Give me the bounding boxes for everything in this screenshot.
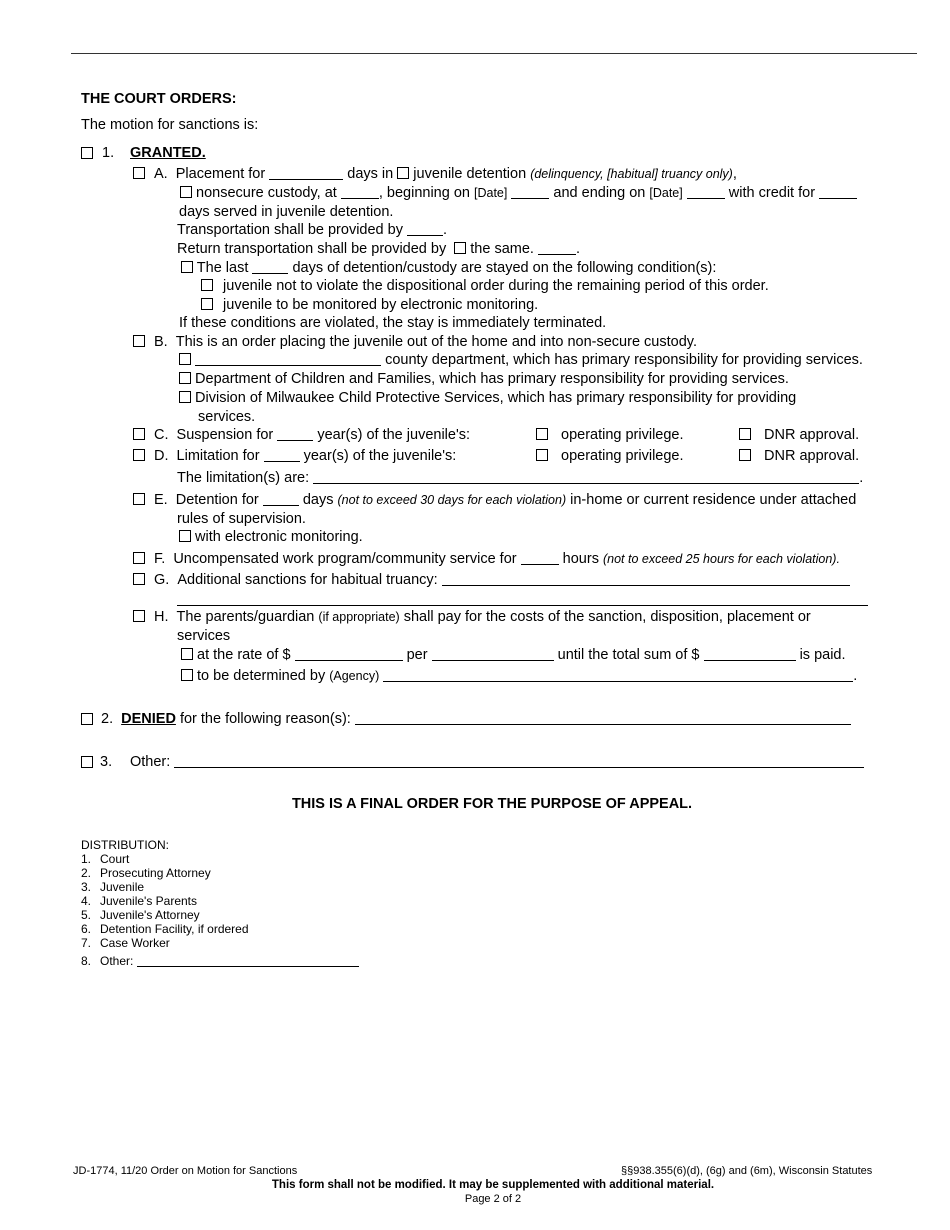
limitation-years-label: year(s) of the juvenile's: [303,448,457,464]
suspension-label: Suspension for [176,427,274,443]
option-f-letter: F. [154,551,166,567]
work-program-label: Uncompensated work program/community service for [173,551,517,567]
other-blank[interactable] [174,754,864,768]
determined-by-label: to be determined by [197,668,326,684]
distribution-item-label: Juvenile's Attorney [100,908,200,922]
rate-period-blank[interactable] [432,647,554,661]
work-hours-label: hours [562,551,599,567]
dcf-line [179,371,789,388]
violated-text: If these conditions are violated, the stay is immediately terminated. [179,315,607,331]
distribution-item [81,954,359,968]
h-services-text: services [177,628,231,644]
dcf-label: Department of Children and Families, which has primary responsibility for providing services. [195,371,789,387]
distribution-item [81,908,200,922]
distribution-item-number: 7. [81,936,92,950]
condition2-line [201,297,538,314]
option-f-checkbox[interactable] [133,552,145,564]
distribution-item-number: 1. [81,852,92,866]
distribution-item-label: Juvenile's Parents [100,894,198,908]
county-label: county department, which has primary responsibility for providing services. [385,352,863,368]
county-checkbox[interactable] [179,353,191,365]
beginning-on-label: , beginning on [378,185,470,201]
juvenile-detention-label: juvenile detention [413,166,527,182]
truancy-blank[interactable] [442,572,850,586]
per-label: per [406,647,428,663]
placement-for-label: Placement for [175,166,266,182]
return-transportation-line: Return transportation shall be provided by the same. . [177,241,581,257]
days-in-label: days in [347,166,394,182]
stayed-line [181,260,716,277]
limitation-operating-label: operating privilege. [561,448,684,464]
option-e-letter: E. [154,492,168,508]
is-paid-label: is paid. [799,647,846,663]
electronic-line [179,529,363,546]
county-blank[interactable] [195,352,381,366]
limitation-dnr-label: DNR approval. [764,448,860,464]
milwaukee-line [179,390,796,407]
option-g-checkbox[interactable] [133,573,145,585]
option-c-line [154,427,470,444]
work-hours-blank[interactable] [521,551,559,565]
the-same-label: the same. [470,241,534,257]
electronic-label: with electronic monitoring. [195,529,363,545]
modification-notice: This form shall not be modified. It may be supplemented with additional material. [271,1179,715,1191]
option-g-letter: G. [154,572,170,588]
denied-reasons-blank[interactable] [355,711,851,725]
detention-days-blank[interactable] [263,492,299,506]
suspension-years-label: year(s) of the juvenile's: [317,427,470,443]
rules-text: rules of supervision. [177,511,306,527]
condition1-label: juvenile not to violate the dispositional order during the remaining period of this order. [223,278,769,294]
distribution-item-number: 8. [81,954,92,968]
granted-checkbox[interactable] [81,147,93,159]
option-c-checkbox[interactable] [133,428,145,440]
distribution-item-label: Court [100,852,130,866]
detention-note: (not to exceed 30 days for each violation) [337,493,567,507]
option-h-checkbox[interactable] [133,610,145,622]
option-g-line [154,572,850,589]
distribution-item-number: 5. [81,908,92,922]
option-a-checkbox[interactable] [133,167,145,179]
option-e-checkbox[interactable] [133,493,145,505]
distribution-other-blank[interactable] [137,955,359,967]
juvenile-detention-checkbox[interactable] [397,167,409,179]
transportation-label: Transportation shall be provided by [177,222,403,238]
distribution-item [81,922,249,936]
distribution-item-number: 2. [81,866,92,880]
distribution-title: DISTRIBUTION: [81,838,170,852]
condition2-label: juvenile to be monitored by electronic monitoring. [223,297,539,313]
page-number: Page 2 of 2 [464,1193,522,1205]
option-b-text: This is an order placing the juvenile out of the home and into non-secure custody. [175,334,697,350]
option-c-letter: C. [154,427,169,443]
option-b-checkbox[interactable] [133,335,145,347]
days-served-text: days served in juvenile detention. [179,204,394,220]
distribution-item-label: Case Worker [100,936,170,950]
placement-days-blank[interactable] [269,166,343,180]
suspension-dnr-checkbox[interactable] [739,428,751,440]
begin-date-blank[interactable] [511,185,549,199]
the-same-checkbox[interactable] [454,242,466,254]
distribution-item [81,894,197,908]
option-d-line [154,448,456,465]
condition1-checkbox[interactable] [201,279,213,291]
return-transportation-blank[interactable] [538,241,576,255]
dcf-checkbox[interactable] [179,372,191,384]
form-id: JD-1774, 11/20 Order on Motion for Sanctions [73,1165,298,1177]
option-d-checkbox[interactable] [133,449,145,461]
milwaukee-services: services. [198,409,256,425]
truancy-label: Additional sanctions for habitual truancy: [177,572,438,588]
stayed-checkbox[interactable] [181,261,193,273]
end-date-label: [Date] [649,186,683,200]
return-transportation-label: Return transportation shall be provided by [177,241,447,257]
milwaukee-checkbox[interactable] [179,391,191,403]
limitation-dnr-checkbox[interactable] [739,449,751,461]
distribution-item [81,852,129,866]
distribution-item [81,880,144,894]
nonsecure-line [180,185,857,202]
suspension-dnr-label: DNR approval. [764,427,860,443]
item3-number: 3. [100,754,113,770]
rate-amount-blank[interactable] [295,647,403,661]
days-stayed-label: days of detention/custody are stayed on the following condition(s): [292,260,717,276]
limitations-blank[interactable] [313,470,859,484]
limitation-operating-checkbox[interactable] [536,449,548,461]
credit-days-blank[interactable] [819,185,857,199]
distribution-item-label: Detention Facility, if ordered [100,922,249,936]
detention-label: Detention for [175,492,259,508]
nonsecure-location-blank[interactable] [341,185,379,199]
suspension-years-blank[interactable] [277,427,313,441]
nonsecure-custody-checkbox[interactable] [180,186,192,198]
option-a-line1: A. Placement for days in juvenile detention (delinquency, [habitual] truancy only), [154,166,737,182]
granted-label: GRANTED. [130,145,206,161]
distribution-item-number: 6. [81,922,92,936]
distribution-item [81,936,170,950]
work-hours-note: (not to exceed 25 hours for each violation). [602,552,840,566]
option-d-letter: D. [154,448,169,464]
detention-days-label: days [302,492,334,508]
agency-checkbox[interactable] [181,669,193,681]
option-e-line [154,492,856,509]
option-h-line [154,609,811,626]
other-line [130,754,864,771]
transportation-line: Transportation shall be provided by . [177,222,448,238]
credit-for-label: with credit for [728,185,816,201]
total-sum-blank[interactable] [704,647,796,661]
denied-reasons-label: for the following reason(s): [179,711,351,727]
electronic-checkbox[interactable] [179,530,191,542]
milwaukee-label: Division of Milwaukee Child Protective Services, which has primary responsibility for providing [195,390,797,406]
ending-on-label: and ending on [553,185,646,201]
distribution-item [81,866,211,880]
rate-label: at the rate of $ [197,647,291,663]
top-rule [71,53,917,54]
limitations-label: The limitation(s) are: [177,470,310,486]
condition2-checkbox[interactable] [201,298,213,310]
statutes: §§938.355(6)(d), (6g) and (6m), Wisconsin Statutes [621,1165,873,1177]
agency-line: to be determined by (Agency) . [181,668,857,685]
limitation-label: Limitation for [176,448,260,464]
denied-label: DENIED [121,711,176,727]
other-checkbox[interactable] [81,756,93,768]
parents-label: The parents/guardian [176,609,315,625]
county-line [179,352,863,369]
option-a-letter: A. [154,166,168,182]
agency-label: (Agency) [329,669,380,683]
other-label: Other: [130,754,171,770]
begin-date-label: [Date] [474,186,508,200]
suspension-operating-label: operating privilege. [561,427,684,443]
stayed-days-blank[interactable] [252,260,288,274]
distribution-item-label: Juvenile [100,880,145,894]
distribution-item-label: Prosecuting Attorney [100,866,211,880]
option-h-letter: H. [154,609,169,625]
nonsecure-custody-label: nonsecure custody, at [196,185,337,201]
total-sum-label: until the total sum of $ [557,647,700,663]
if-appropriate-label: (if appropriate) [318,610,400,624]
suspension-operating-checkbox[interactable] [536,428,548,440]
section-heading: THE COURT ORDERS: [81,91,237,107]
item1-number: 1. [102,145,115,161]
truancy-blank-line2[interactable] [177,605,868,606]
option-f-line [154,551,840,568]
distribution-item-number: 3. [81,880,92,894]
rate-checkbox[interactable] [181,648,193,660]
transportation-blank[interactable] [407,222,443,236]
end-date-blank[interactable] [687,185,725,199]
condition1-line [201,278,769,295]
final-order-text: THIS IS A FINAL ORDER FOR THE PURPOSE OF APPEAL. [291,796,693,812]
juvenile-detention-note: (delinquency, [habitual] truancy only) [530,167,733,181]
option-b-letter: B. [154,334,168,350]
distribution-item-label: Other: [100,954,134,968]
motion-text: The motion for sanctions is: [81,117,259,133]
limitations-line: The limitation(s) are: . [177,470,864,486]
the-last-label: The last [196,260,249,276]
limitation-years-blank[interactable] [264,448,300,462]
agency-blank[interactable] [383,668,853,682]
parents-rest: shall pay for the costs of the sanction, disposition, placement or [403,609,811,625]
option-b-line [154,334,697,351]
item2-number: 2. [101,711,114,727]
denied-checkbox[interactable] [81,713,93,725]
detention-rest: in-home or current residence under attached [570,492,857,508]
denied-line [101,711,851,728]
distribution-item-number: 4. [81,894,92,908]
rate-line [181,647,846,664]
